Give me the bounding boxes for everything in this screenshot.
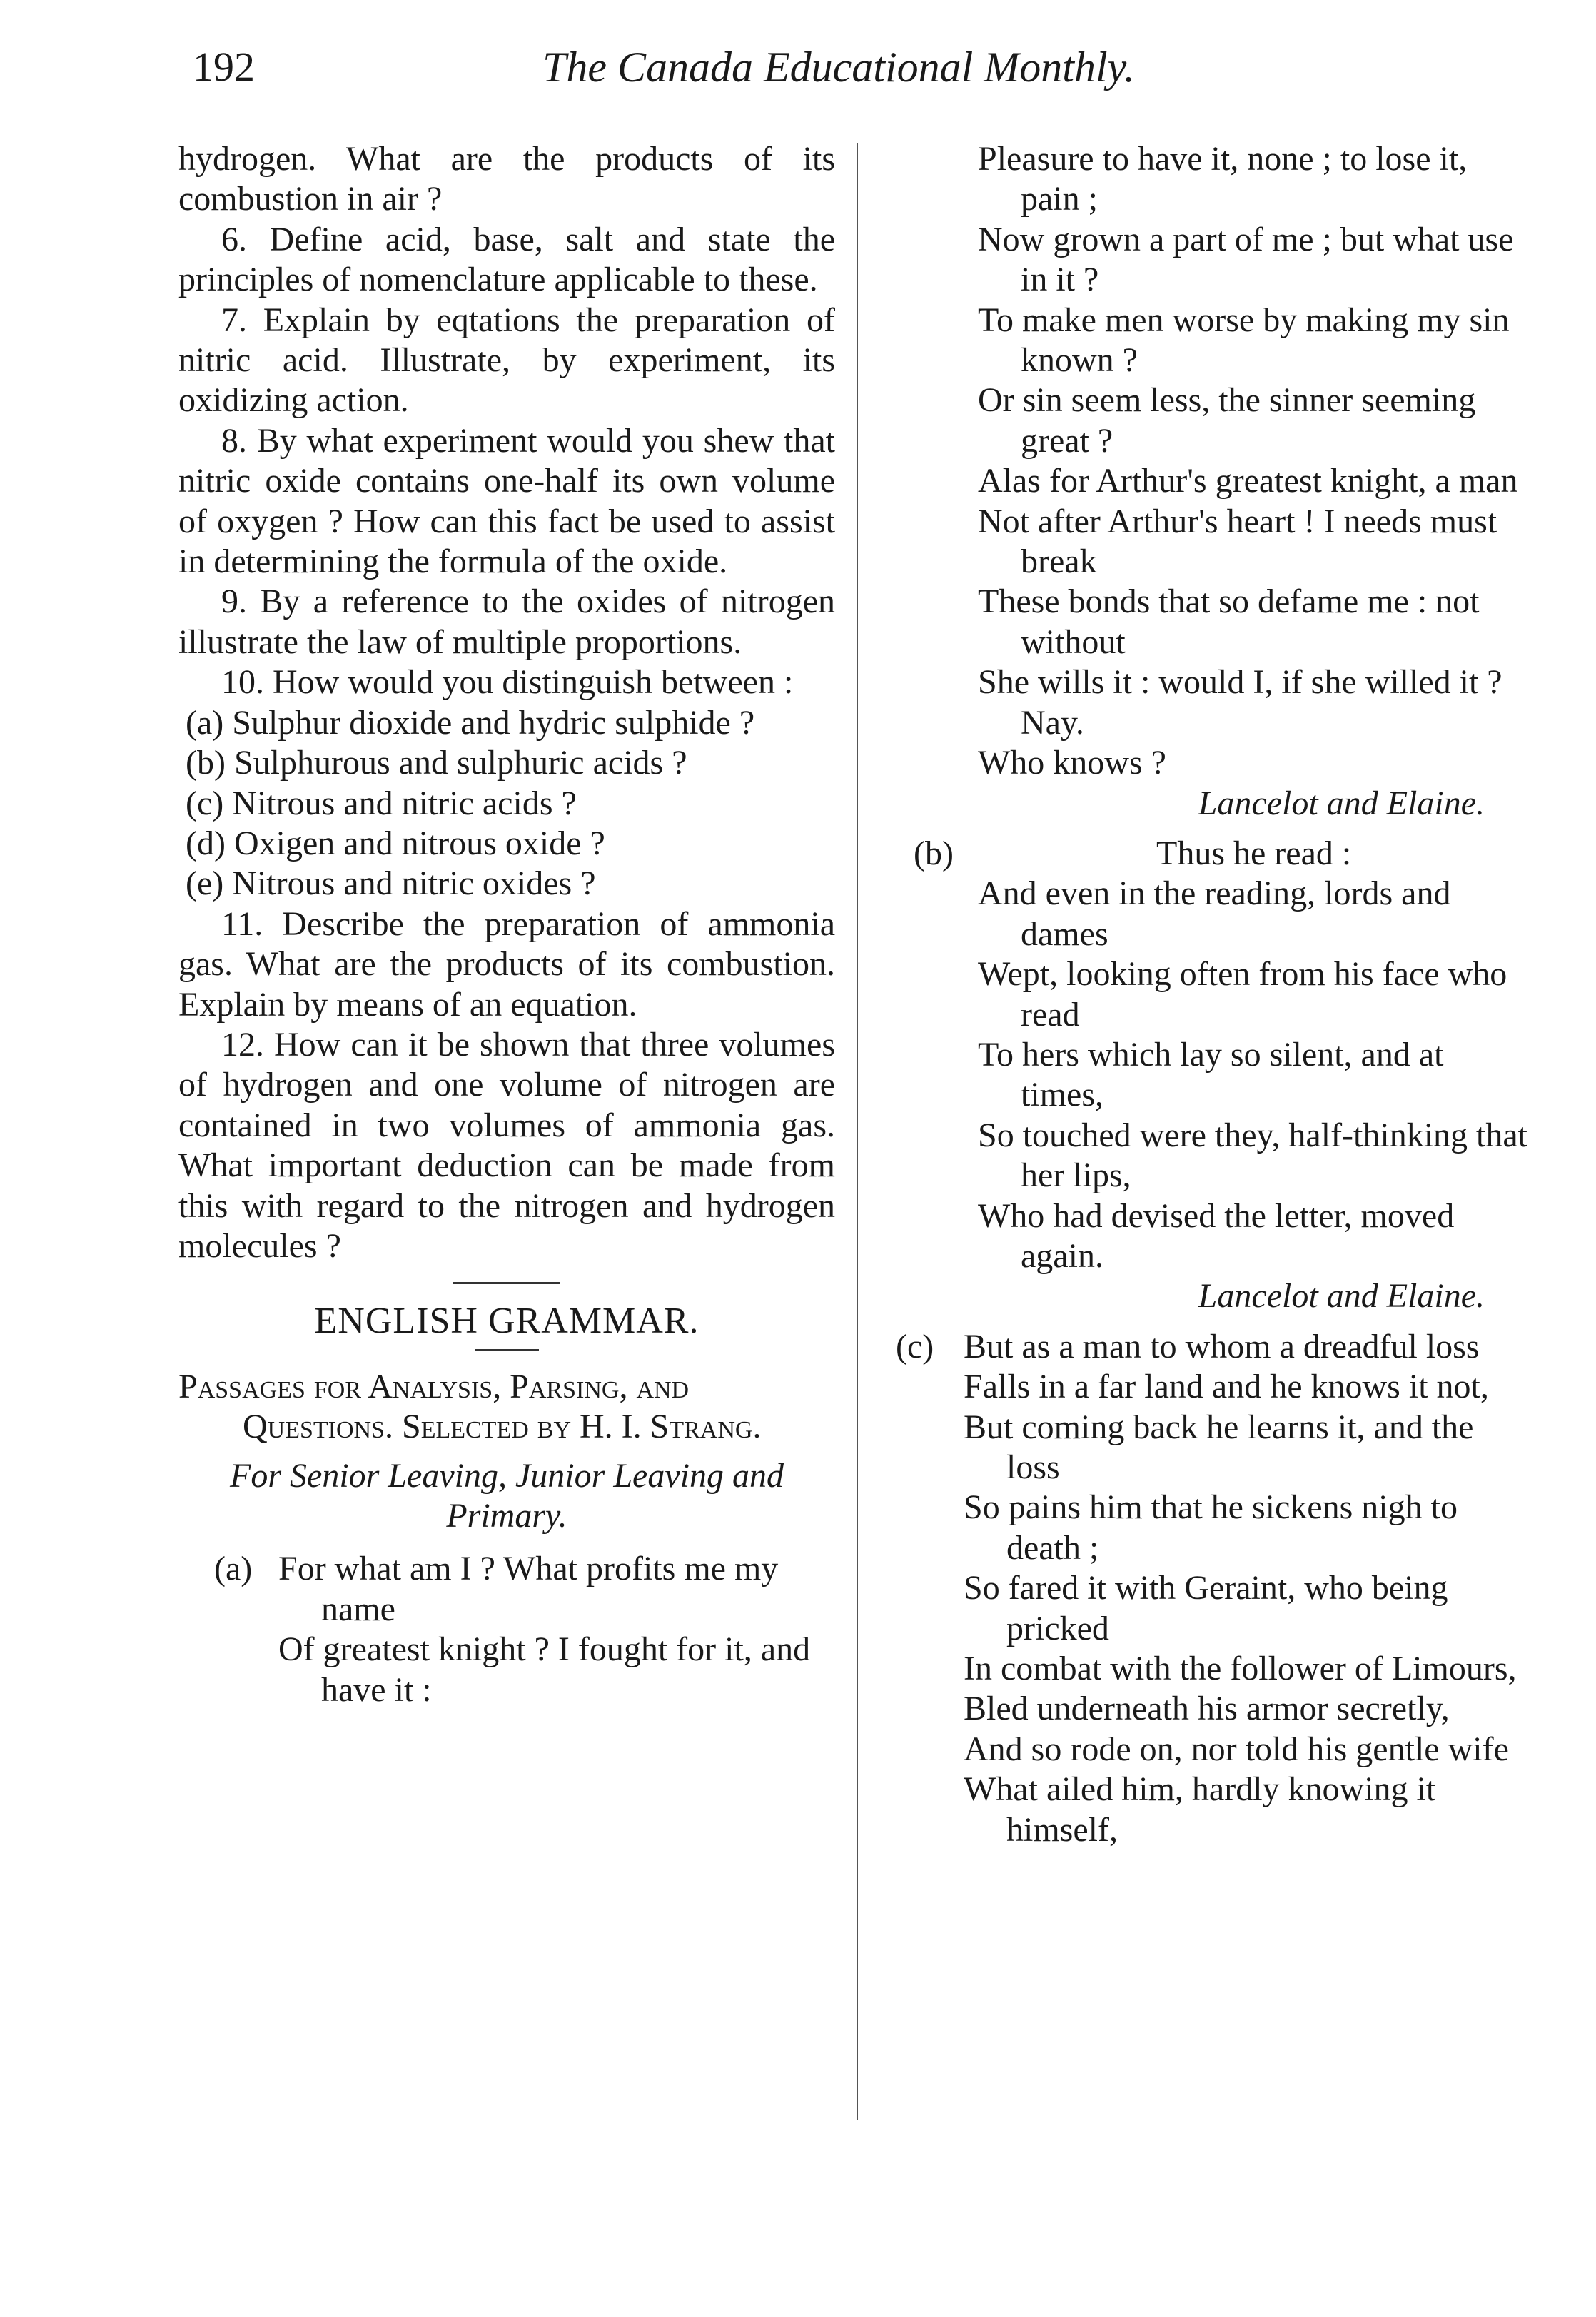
question-10-a: (a) Sulphur dioxide and hydric sulphide ? bbox=[186, 703, 755, 742]
left-column bbox=[178, 139, 835, 1710]
page-number: 192 bbox=[193, 44, 255, 90]
question-10: 10. How would you distinguish between : bbox=[221, 663, 794, 702]
verse-line: Of greatest knight ? I fought for it, and have it : bbox=[278, 1630, 811, 1709]
verse-line: Who knows ? bbox=[978, 744, 1166, 782]
question-5-continuation: hydrogen. What are the products of its combustion in air ? bbox=[178, 140, 835, 218]
verse-line: In combat with the follower of Limours, bbox=[964, 1650, 1517, 1688]
verse-line: Wept, looking often from his face who read bbox=[978, 955, 1507, 1034]
verse-line: Now grown a part of me ; but what use in it ? bbox=[978, 220, 1514, 299]
verse-line: These bonds that so defame me : not without bbox=[978, 582, 1480, 661]
question-10-d: (d) Oxigen and nitrous oxide ? bbox=[186, 824, 605, 862]
verse-line: She wills it : would I, if she willed it ? Nay. bbox=[978, 663, 1502, 742]
passage-a-label: (a) bbox=[214, 1550, 253, 1588]
verse-line: For what am I ? What profits me my name bbox=[278, 1550, 779, 1628]
question-10-c: (c) Nitrous and nitric acids ? bbox=[186, 784, 577, 822]
verse-line: Falls in a far land and he knows it not, bbox=[964, 1368, 1489, 1406]
passage-a-start bbox=[178, 1549, 835, 1710]
section-rule-top bbox=[453, 1282, 560, 1284]
passage-c-label: (c) bbox=[896, 1327, 934, 1366]
verse-line: But as a man to whom a dreadful loss bbox=[964, 1327, 1480, 1366]
verse-line: Alas for Arthur's greatest knight, a man bbox=[978, 462, 1518, 500]
verse-line: So pains him that he sickens nigh to death ; bbox=[964, 1488, 1458, 1567]
question-12: 12. How can it be shown that three volumes of hydrogen and one volume of nitrogen are contained in two volumes of ammonia gas. What important deduction can be made from this with regard to the nitrogen and hydrogen molecules ? bbox=[178, 1025, 835, 1265]
question-9: 9. By a reference to the oxides of nitrogen illustrate the law of multiple proportions. bbox=[178, 582, 835, 661]
right-column bbox=[885, 139, 1527, 1850]
question-8: 8. By what experiment would you shew that nitric oxide contains one-half its own volume of oxygen ? How can this fact be used to assist in determining the formula of the oxide. bbox=[178, 421, 835, 581]
verse-line: So fared it with Geraint, who being pricked bbox=[964, 1569, 1448, 1647]
passage-a-continued bbox=[885, 139, 1527, 784]
question-10-b: (b) Sulphurous and sulphuric acids ? bbox=[186, 744, 687, 782]
running-title: The Canada Educational Monthly. bbox=[542, 44, 1135, 91]
column-divider bbox=[857, 143, 858, 2120]
verse-line: Or sin seem less, the sinner seeming great ? bbox=[978, 381, 1476, 460]
passage-b-attribution: Lancelot and Elaine. bbox=[1198, 1277, 1485, 1316]
verse-line: Pleasure to have it, none ; to lose it, pain ; bbox=[978, 140, 1468, 218]
page-header bbox=[193, 43, 1221, 107]
verse-line: And so rode on, nor told his gentle wife bbox=[964, 1730, 1509, 1768]
verse-line: Who had devised the letter, moved again. bbox=[978, 1196, 1455, 1275]
verse-line: And even in the reading, lords and dames bbox=[978, 874, 1451, 953]
question-11: 11. Describe the preparation of ammonia gas. What are the products of its combustion. Explain by means of an equation. bbox=[178, 904, 835, 1024]
verse-line: To hers which lay so silent, and at times, bbox=[978, 1035, 1444, 1114]
passage-b-label: (b) bbox=[914, 834, 954, 872]
verse-line: To make men worse by making my sin known ? bbox=[978, 301, 1510, 380]
question-10-e: (e) Nitrous and nitric oxides ? bbox=[186, 864, 596, 903]
question-6: 6. Define acid, base, salt and state the principles of nomenclature applicable to these. bbox=[178, 220, 835, 299]
verse-line: What ailed him, hardly knowing it himself, bbox=[964, 1770, 1436, 1849]
level-heading: For Senior Leaving, Junior Leaving and Primary. bbox=[230, 1456, 784, 1535]
verse-line: But coming back he learns it, and the loss bbox=[964, 1408, 1474, 1486]
passage-b bbox=[885, 834, 1527, 1276]
verse-line: Bled underneath his armor secretly, bbox=[964, 1690, 1450, 1728]
section-rule-bottom bbox=[475, 1349, 539, 1351]
section-intro: Passages for Analysis, Parsing, and Questions. Selected by H. I. Strang. bbox=[178, 1367, 762, 1446]
passage-c bbox=[885, 1327, 1527, 1850]
verse-line: Not after Arthur's heart ! I needs must break bbox=[978, 502, 1497, 581]
question-7: 7. Explain by eqtations the preparation of nitric acid. Illustrate, by experiment, its oxidizing action. bbox=[178, 301, 835, 420]
verse-line: So touched were they, half-thinking that her lips, bbox=[978, 1116, 1528, 1195]
passage-a-attribution: Lancelot and Elaine. bbox=[1198, 784, 1485, 822]
verse-line: Thus he read : bbox=[1156, 834, 1352, 872]
section-title: ENGLISH GRAMMAR. bbox=[314, 1301, 699, 1342]
